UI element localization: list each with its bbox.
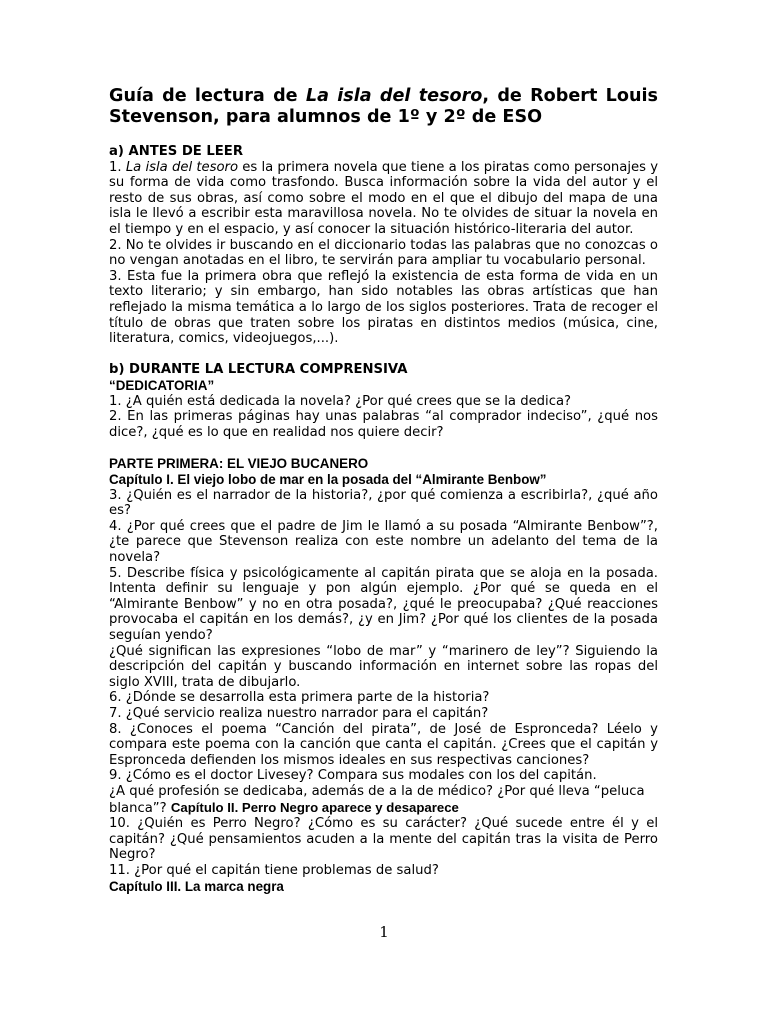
spacer	[109, 440, 658, 456]
question-4: 4. ¿Por qué crees que el padre de Jim le llamó a su posada “Almirante Benbow”?, ¿te parece que Stevenson realiza con este nombre un adelanto del tema de la novela?	[109, 518, 658, 566]
title-suffix: , de Robert Louis Stevenson, para alumnos de 1º y 2º de ESO	[109, 86, 658, 127]
question-6: 6. ¿Dónde se desarrolla esta primera parte de la historia?	[109, 690, 490, 706]
dedicatoria-heading: “DEDICATORIA”	[109, 377, 215, 393]
section-a-question-3: 3. Esta fue la primera obra que reflejó la existencia de esta forma de vida en un texto literario; y sin embargo, han sido notables las obras artísticas que han reflejado la misma temática a lo largo de los siglos posteriores. Trata de recoger el título de obras que traten sobre los piratas en distintos medios (música, cine, literatura, comics, videojuegos,...).	[109, 268, 658, 347]
section-a-question-1	[109, 160, 658, 238]
section-b-question-2: 2. En las primeras páginas hay unas palabras “al comprador indeciso”, ¿qué nos dice?, ¿qué es lo que en realidad nos quiere decir?	[109, 409, 658, 440]
question-9-text: ¿A qué profesión se dedicaba, además de a la de médico? ¿Por qué lleva “peluca blanca”?	[109, 783, 645, 816]
question-number: 1.	[109, 159, 126, 175]
title-prefix: Guía de lectura de	[109, 86, 306, 106]
title-book-name: La isla del tesoro	[305, 86, 483, 106]
book-title-italic: La isla del tesoro	[125, 159, 239, 175]
spacer	[109, 347, 658, 363]
question-5-continued: ¿Qué significan las expresiones “lobo de mar” y “marinero de ley”? Siguiendo la descripción del capitán y buscando información en internet sobre las ropas del siglo XVIII, trata de dibujarlo.	[109, 643, 658, 690]
parte-primera-heading: PARTE PRIMERA: EL VIEJO BUCANERO	[109, 456, 369, 472]
section-a-question-2: 2. No te olvides ir buscando en el diccionario todas las palabras que no conozcas o no vengan anotadas en el libro, te servirán para ampliar tu vocabulario personal.	[109, 237, 658, 269]
chapter-2-heading: Capítulo II. Perro Negro aparece y desaparece	[170, 799, 459, 815]
question-text: es la primera novela que tiene a los piratas como personajes y su forma de vida como trasfondo. Busca información sobre la vida del autor y el resto de sus obras, así como sobre el modo en el que el dibujo del mapa de una isla le llevó a escribir esta maravillosa novela. No te olvides de situar la novela en el tiempo y en el espacio, y así conocer la situación histórico-literaria del autor.	[109, 159, 658, 237]
question-11: 11. ¿Por qué el capitán tiene problemas de salud?	[109, 862, 439, 878]
section-a-heading: a) ANTES DE LEER	[109, 144, 243, 159]
question-9: 9. ¿Cómo es el doctor Livesey? Compara sus modales con los del capitán.	[109, 768, 597, 784]
question-8: 8. ¿Conoces el poema “Canción del pirata”, de José de Espronceda? Léelo y compara este poema con la canción que canta el capitán. ¿Crees que el capitán y Espronceda defienden los mismos ideales en sus respectivas canciones?	[109, 721, 658, 768]
section-b-question-1: 1. ¿A quién está dedicada la novela? ¿Por qué crees que se la dedica?	[109, 393, 572, 409]
question-9-continued	[109, 784, 658, 816]
document-title	[109, 86, 658, 128]
question-10: 10. ¿Quién es Perro Negro? ¿Cómo es su carácter? ¿Qué sucede entre él y el capitán? ¿Qué pensamientos acuden a la mente del capitán tras la visita de Perro Negro?	[109, 816, 658, 863]
question-7: 7. ¿Qué servicio realiza nuestro narrador para el capitán?	[109, 705, 489, 721]
section-b-heading: b) DURANTE LA LECTURA COMPRENSIVA	[109, 362, 408, 378]
question-5: 5. Describe física y psicológicamente al capitán pirata que se aloja en la posada. Intenta definir su lenguaje y pon algún ejemplo. ¿Por qué se queda en el “Almirante Benbow” y no en otra posada?, ¿qué le preocupaba? ¿Qué reacciones provocaba el capitán en los demás?, ¿y en Jim? ¿Por qué los clientes de la posada seguían yendo?	[109, 565, 658, 644]
document-page	[109, 86, 658, 894]
question-3: 3. ¿Quién es el narrador de la historia?, ¿por qué comienza a escribirla?, ¿qué año es?	[109, 487, 658, 519]
chapter-1-heading: Capítulo I. El viejo lobo de mar en la posada del “Almirante Benbow”	[109, 471, 547, 487]
page-number: 1	[379, 923, 389, 941]
chapter-3-heading: Capítulo III. La marca negra	[109, 878, 284, 894]
